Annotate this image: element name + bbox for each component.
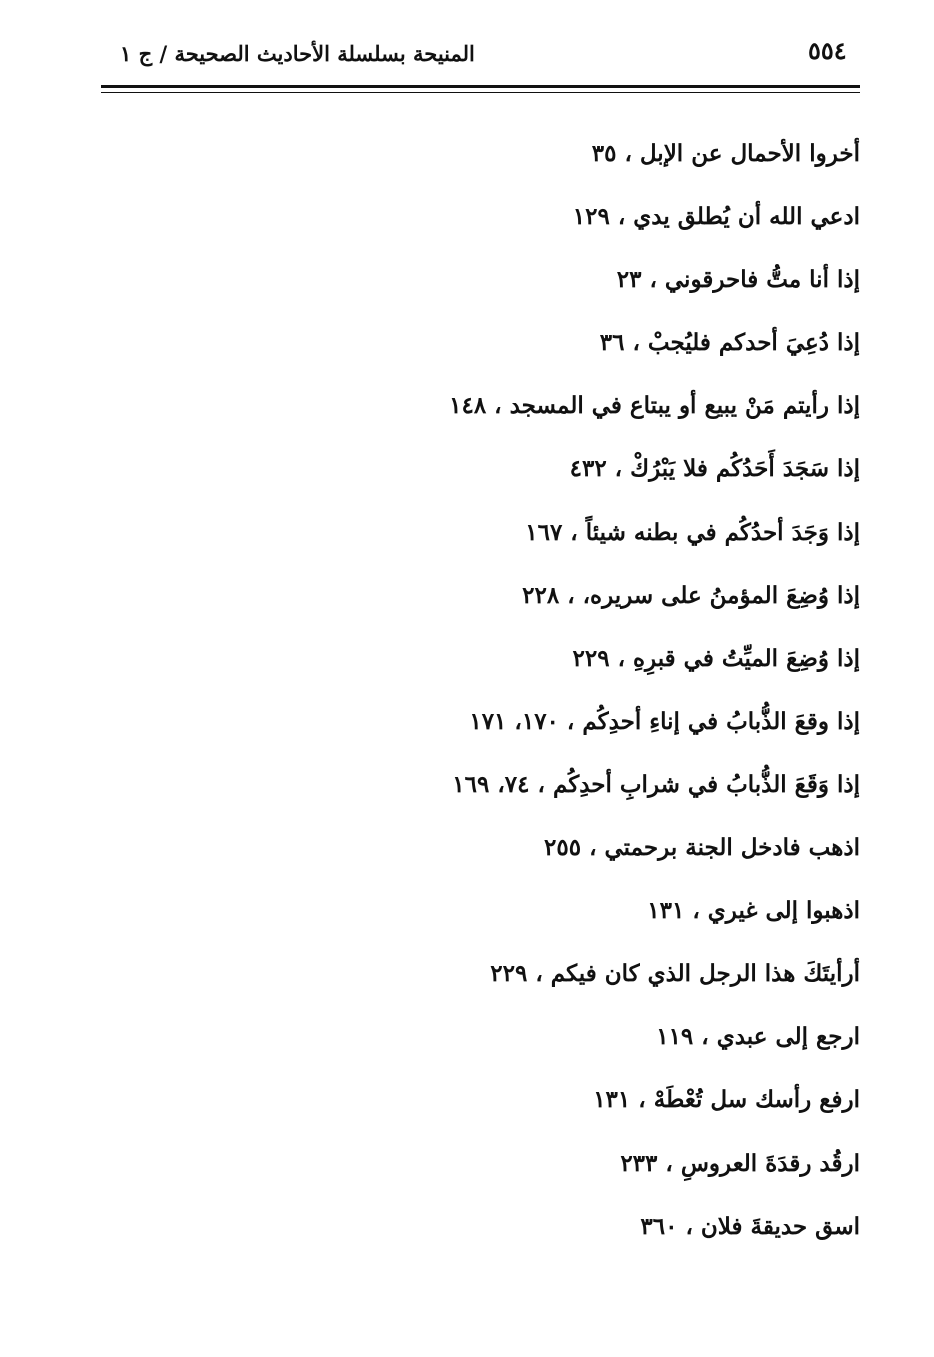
entry-text: إذا وَقَعَ الذُّبابُ في شرابِ أحدِكُم — [552, 770, 860, 798]
entry-page-ref: ١٦٧ — [525, 518, 563, 546]
index-entry — [60, 128, 860, 191]
entry-separator: ، — [570, 518, 578, 546]
index-entry — [60, 317, 860, 380]
entry-text: إذا رأيتم مَنْ يبيع أو يبتاع في المسجد — [509, 392, 860, 420]
entry-page-ref: ٢٢٨ — [522, 581, 560, 609]
entry-text: إذا وُضِعَ المؤمنُ على سريره، — [582, 581, 860, 609]
index-entry — [60, 1074, 860, 1137]
entry-page-ref: ١٧٠، ١٧١ — [469, 707, 559, 735]
index-entry — [60, 1201, 860, 1264]
entry-text: إذا وَجَدَ أحدُكُم في بطنه شيئاً — [585, 518, 860, 546]
entry-text: أخروا الأحمال عن الإبل — [639, 140, 860, 167]
index-entry — [60, 885, 860, 948]
entry-page-ref: ٧٤، ١٦٩ — [452, 770, 530, 798]
page-number: ٥٥٤ — [808, 36, 847, 65]
entry-text: ارجع إلى عبدي — [716, 1023, 860, 1051]
entry-page-ref: ٣٦ — [599, 329, 625, 357]
entry-page-ref: ١٢٩ — [572, 203, 610, 231]
index-entry — [60, 254, 860, 317]
entry-text: إذا سَجَدَ أَحَدُكُم فلا يَبْرُكْ — [630, 455, 860, 483]
entry-text: اسق حديقةَ فلان — [700, 1212, 860, 1240]
index-entry — [60, 696, 860, 759]
running-title: المنيحة بسلسلة الأحاديث الصحيحة / ج ١ — [120, 41, 475, 66]
entry-separator: ، — [701, 1023, 709, 1051]
index-entry — [60, 822, 860, 885]
entry-page-ref: ٢٥٥ — [544, 834, 582, 862]
entry-separator: ، — [567, 581, 575, 609]
entry-page-ref: ١٣١ — [593, 1086, 631, 1114]
entry-separator: ، — [614, 455, 623, 483]
entry-separator: ، — [685, 1212, 693, 1240]
entry-page-ref: ١١٩ — [656, 1023, 694, 1051]
entry-separator: ، — [649, 266, 657, 294]
index-entry — [60, 443, 860, 506]
entry-separator: ، — [566, 707, 575, 735]
entry-text: ارقُد رقدَةَ العروسِ — [680, 1149, 860, 1177]
index-entry — [60, 191, 860, 254]
entry-separator: ، — [638, 1086, 646, 1114]
entry-page-ref: ٢٢٩ — [572, 644, 610, 672]
entry-text: اذهب فادخل الجنة برحمتي — [604, 834, 860, 862]
entry-separator: ، — [537, 770, 545, 798]
entry-page-ref: ١٣١ — [647, 897, 685, 925]
entry-separator: ، — [494, 392, 502, 420]
index-entry — [60, 1138, 860, 1201]
entry-page-ref: ٢٣٣ — [620, 1149, 658, 1177]
entry-text: أرأيتَكَ هذا الرجل الذي كان فيكم — [550, 960, 860, 988]
index-entry — [60, 759, 860, 822]
entry-page-ref: ٣٦٠ — [640, 1212, 678, 1240]
index-entry — [60, 507, 860, 570]
entry-separator: ، — [535, 960, 543, 988]
page-header — [0, 0, 934, 100]
index-entry — [60, 570, 860, 633]
entry-text: إذا وقعَ الذُّبابُ في إناءِ أحدِكُم — [582, 707, 860, 735]
entry-separator: ، — [617, 203, 626, 231]
index-entry — [60, 1011, 860, 1074]
index-entry — [60, 633, 860, 696]
entry-text: ارفع رأسك سل تُعْطَهْ — [653, 1086, 860, 1114]
entry-text: إذا أنا متُّ فاحرقوني — [664, 266, 860, 294]
entry-separator: ، — [665, 1149, 673, 1177]
entry-separator: ، — [632, 329, 640, 357]
entry-page-ref: ٢٢٩ — [490, 960, 528, 988]
entry-separator: ، — [589, 834, 597, 862]
entry-separator: ، — [692, 897, 700, 925]
entry-text: إذا دُعِيَ أحدكم فليُجبْ — [647, 329, 860, 357]
entry-page-ref: ٤٣٢ — [569, 455, 607, 483]
index-entry — [60, 380, 860, 443]
entry-page-ref: ١٤٨ — [449, 392, 487, 420]
index-entry — [60, 948, 860, 1011]
entry-separator: ، — [624, 140, 632, 167]
header-rule-thin — [101, 92, 860, 93]
entry-text: إذا وُضِعَ الميِّتُ في قبرِهِ — [633, 644, 860, 672]
entry-page-ref: ٣٥ — [591, 140, 617, 167]
entry-text: اذهبوا إلى غيري — [707, 897, 860, 925]
entry-separator: ، — [617, 644, 625, 672]
entry-page-ref: ٢٣ — [616, 266, 642, 294]
header-rule-thick — [101, 85, 860, 88]
entry-text: ادعي الله أن يُطلق يدي — [633, 203, 860, 231]
index-entries-list — [60, 128, 860, 1264]
